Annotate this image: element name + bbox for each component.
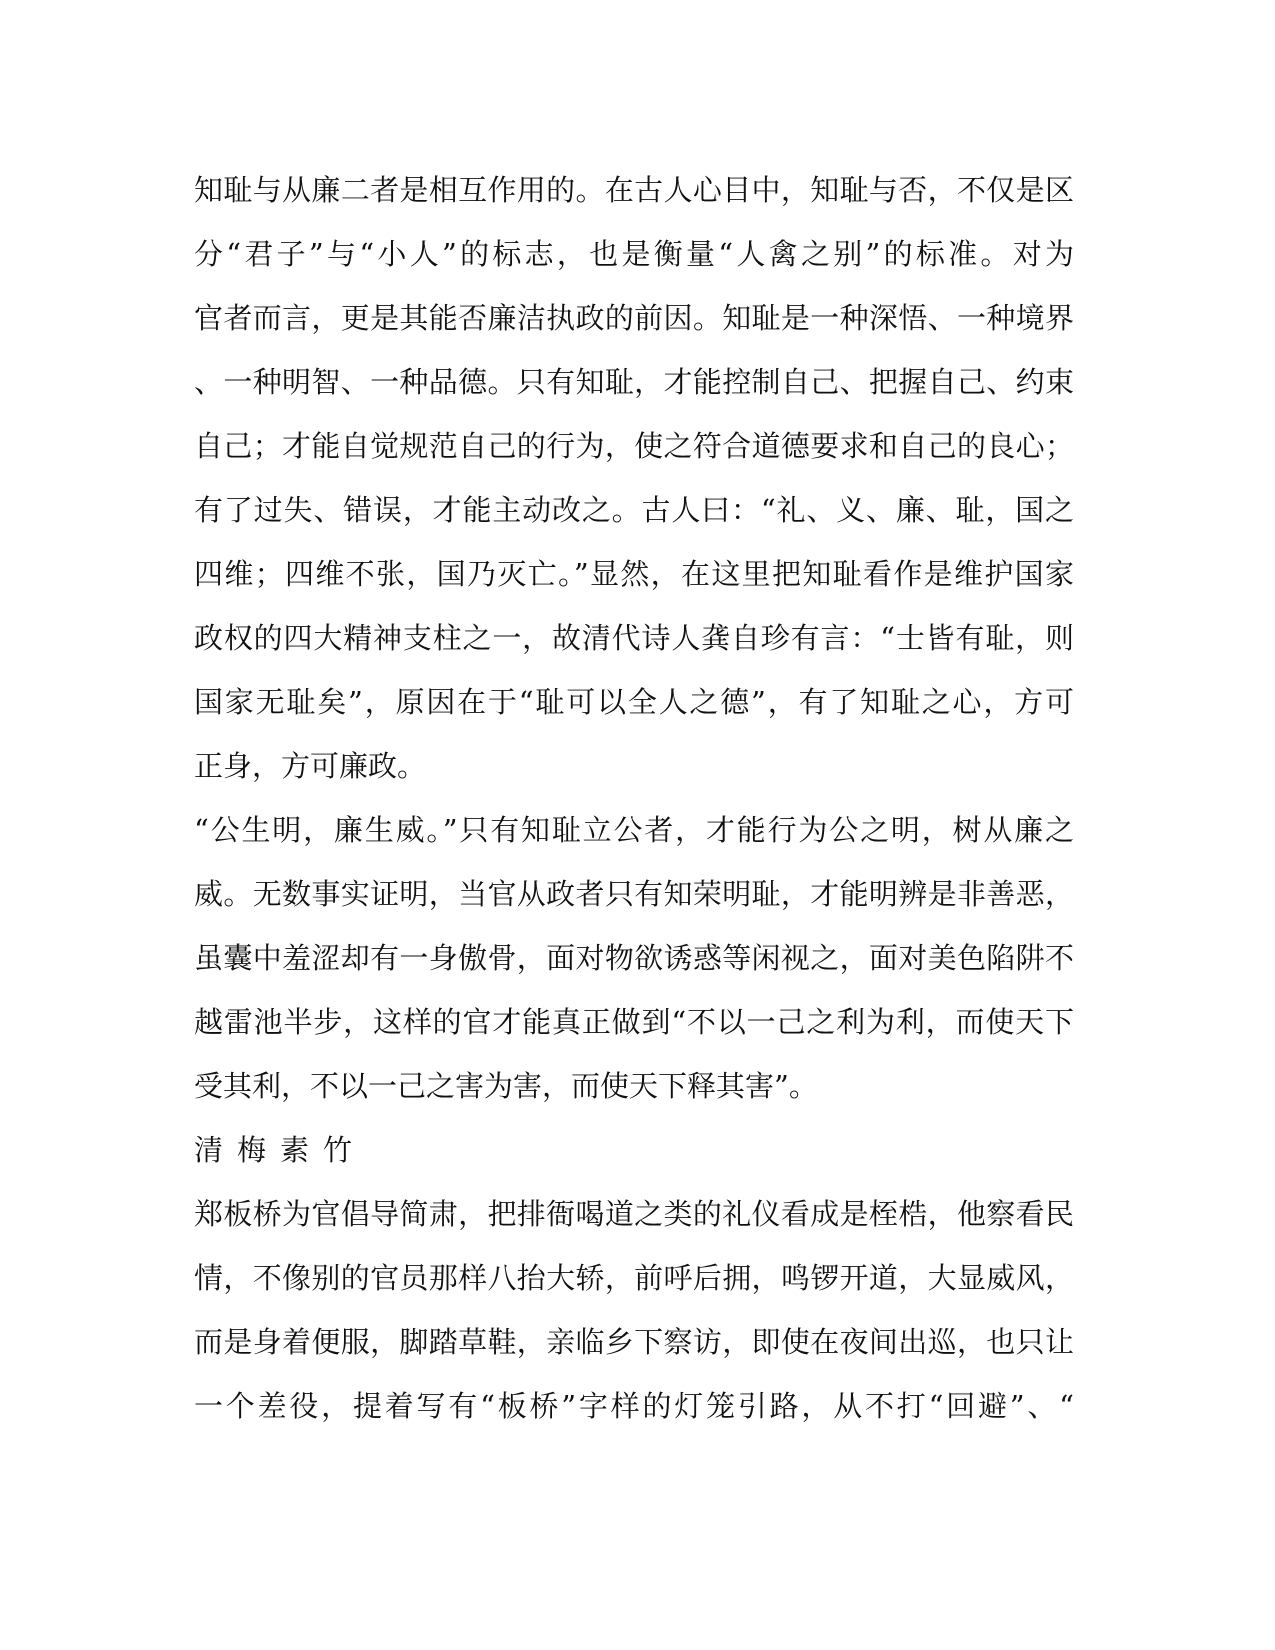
text-line: 虽囊中羞涩却有一身傲骨，面对物欲诱惑等闲视之，面对美色陷阱不 [194,941,1074,975]
text-line: 自己；才能自觉规范自己的行为，使之符合道德要求和自己的良心； [194,429,1074,463]
text-line: 有了过失、错误，才能主动改之。古人曰：“礼、义、廉、耻，国之 [194,493,1074,527]
text-line: 正身，方可廉政。 [194,749,427,783]
text-line: 受其利，不以一己之害为害，而使天下释其害”。 [194,1069,818,1103]
document-body [194,158,1074,1438]
text-line: 四维；四维不张，国乃灭亡。”显然，在这里把知耻看作是维护国家 [194,557,1074,591]
text-line: 情，不像别的官员那样八抬大轿，前呼后拥，鸣锣开道，大显威风， [194,1261,1074,1295]
text-line: 威。无数事实证明，当官从政者只有知荣明耻，才能明辨是非善恶， [194,877,1074,911]
text-line: 、一种明智、一种品德。只有知耻，才能控制自己、把握自己、约束 [194,365,1074,399]
section-heading: 清梅素竹 [194,1133,367,1167]
text-line: 一个差役，提着写有“板桥”字样的灯笼引路，从不打“回避”、“ [194,1389,1074,1423]
text-line: “公生明，廉生威。”只有知耻立公者，才能行为公之明，树从廉之 [194,813,1074,847]
text-line: 而是身着便服，脚踏草鞋，亲临乡下察访，即使在夜间出巡，也只让 [194,1325,1074,1359]
text-line: 知耻与从廉二者是相互作用的。在古人心目中，知耻与否，不仅是区 [194,173,1074,207]
text-line: 国家无耻矣”，原因在于“耻可以全人之德”，有了知耻之心，方可 [194,685,1074,719]
text-line: 政权的四大精神支柱之一，故清代诗人龚自珍有言：“士皆有耻，则 [194,621,1074,655]
text-line: 官者而言，更是其能否廉洁执政的前因。知耻是一种深悟、一种境界 [194,301,1074,335]
text-line: 越雷池半步，这样的官才能真正做到“不以一己之利为利，而使天下 [194,1005,1074,1039]
text-line: 分“君子”与“小人”的标志，也是衡量“人禽之别”的标准。对为 [194,237,1074,271]
text-line: 郑板桥为官倡导简肃，把排衙喝道之类的礼仪看成是桎梏，他察看民 [194,1197,1074,1231]
